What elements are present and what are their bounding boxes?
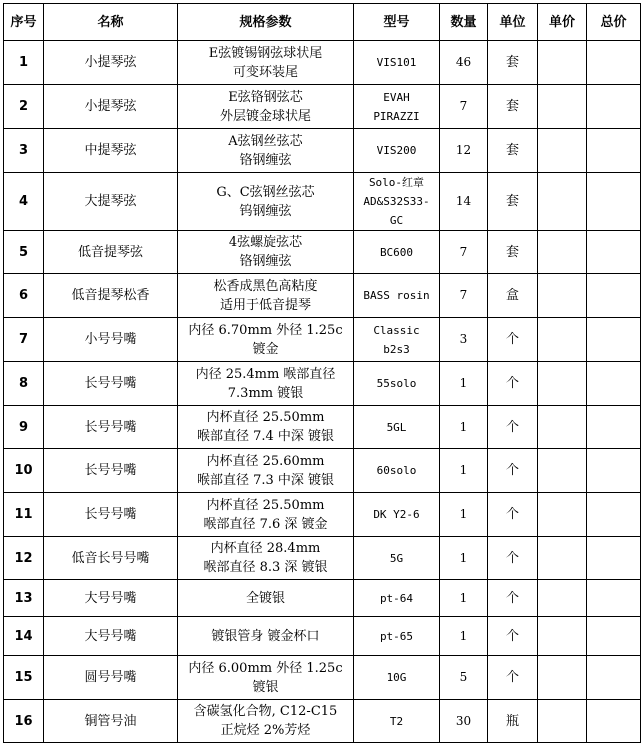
cell-unit: 个 [488,493,538,537]
cell-spec-line: 内径 6.70mm 外径 1.25c [188,322,343,338]
cell-spec-line: E弦铬钢弦芯 [228,89,303,105]
cell-unit-price [538,231,587,274]
cell-spec-line: 内杯直径 25.50mm [206,410,325,425]
cell-model [354,231,440,274]
cell-model [354,617,440,656]
cell-model-line: 10G [386,671,407,684]
cell-spec-line: 7.3mm 镀银 [227,385,304,401]
cell-unit-price [538,537,587,580]
cell-model-line: Classic [373,323,420,337]
cell-unit: 个 [488,318,538,362]
header-spec: 规格参数 [178,4,354,41]
cell-total [587,173,641,231]
cell-model-line: b2s3 [383,342,410,356]
cell-model [354,362,440,406]
cell-total [587,318,641,362]
cell-model-line: pt-65 [379,629,414,643]
cell-spec [178,85,354,129]
cell-index: 13 [4,580,44,617]
cell-total [587,129,641,173]
cell-unit: 个 [488,537,538,580]
cell-total [587,617,641,656]
table-row [4,406,641,449]
cell-qty: 7 [440,274,488,318]
cell-spec-line: 全镀银 [245,590,285,606]
header-model: 型号 [354,4,440,41]
table-row [4,580,641,617]
cell-spec [178,318,354,362]
cell-spec-line: 喉部直径 8.3 深 镀银 [203,560,328,575]
cell-qty: 1 [440,537,488,580]
cell-unit: 套 [488,173,538,231]
cell-index: 12 [4,537,44,580]
cell-qty: 14 [440,173,488,231]
cell-name: 长号号嘴 [44,362,178,406]
cell-model-line: EVAH [383,90,410,104]
cell-total [587,231,641,274]
cell-total [587,656,641,700]
cell-qty: 1 [440,493,488,537]
cell-name: 铜管号油 [44,700,178,743]
cell-model [354,173,440,231]
cell-spec-line: 内杯直径 25.50mm [206,497,325,513]
table-row [4,362,641,406]
cell-unit-price [538,274,587,318]
quotation-table [3,3,641,743]
cell-unit-price [538,318,587,362]
cell-name: 大提琴弦 [44,173,178,231]
cell-unit-price [538,580,587,617]
cell-model [354,493,440,537]
cell-model [354,580,440,617]
table-row [4,85,641,129]
cell-index: 14 [4,617,44,656]
cell-spec [178,173,354,231]
cell-spec [178,449,354,493]
cell-total [587,406,641,449]
cell-qty: 7 [440,85,488,129]
cell-index: 4 [4,173,44,231]
cell-spec-line: 喉部直径 7.4 中深 镀银 [196,429,335,444]
cell-total [587,362,641,406]
cell-total [587,580,641,617]
cell-unit: 瓶 [488,700,538,743]
cell-unit-price [538,493,587,537]
cell-total [587,85,641,129]
cell-unit-price [538,617,587,656]
cell-model-line: Solo-红章 [368,176,425,189]
cell-index: 11 [4,493,44,537]
cell-model [354,700,440,743]
cell-spec [178,493,354,537]
cell-model [354,656,440,700]
cell-spec-line: E弦镀锡钢弦球状尾 [208,45,323,61]
cell-qty: 12 [440,129,488,173]
cell-name: 大号号嘴 [44,580,178,617]
cell-spec-line: G、C弦钢丝弦芯 [216,184,315,200]
cell-model [354,274,440,318]
cell-unit: 个 [488,449,538,493]
document-page [3,3,641,743]
cell-unit-price [538,85,587,129]
cell-spec-line: 内径 25.4mm 喉部直径 [195,366,336,382]
cell-model [354,129,440,173]
cell-index: 8 [4,362,44,406]
cell-model [354,85,440,129]
cell-unit-price [538,700,587,743]
table-row [4,231,641,274]
cell-qty: 5 [440,656,488,700]
cell-unit-price [538,362,587,406]
table-row [4,700,641,743]
cell-model-line: 5G [389,551,404,565]
cell-spec-line: 铬钢缠弦 [239,254,292,269]
cell-model-line: 55solo [376,377,417,390]
cell-model-line: PIRAZZI [373,109,420,123]
cell-spec [178,700,354,743]
cell-model-line: BC600 [379,245,414,259]
cell-index: 2 [4,85,44,129]
table-row [4,318,641,362]
cell-name: 低音提琴弦 [44,231,178,274]
cell-qty: 3 [440,318,488,362]
cell-total [587,700,641,743]
cell-spec-line: 铬钢缠弦 [239,152,292,168]
cell-total [587,449,641,493]
cell-model-line: DK Y2-6 [373,508,420,521]
cell-unit-price [538,449,587,493]
cell-unit: 套 [488,231,538,274]
cell-model [354,318,440,362]
table-row [4,537,641,580]
cell-unit: 套 [488,41,538,85]
cell-total [587,537,641,580]
cell-index: 7 [4,318,44,362]
cell-name: 小号号嘴 [44,318,178,362]
cell-total [587,41,641,85]
cell-spec-line: 镀银 [252,679,279,695]
cell-name: 小提琴弦 [44,85,178,129]
cell-unit-price [538,41,587,85]
cell-unit: 个 [488,580,538,617]
cell-unit: 盒 [488,274,538,318]
cell-spec-line: 松香成黑色高粘度 [213,278,318,294]
cell-name: 低音提琴松香 [44,274,178,318]
cell-model-line: 5GL [386,420,407,434]
cell-name: 长号号嘴 [44,449,178,493]
cell-model-line: pt-64 [379,591,414,605]
table-row [4,493,641,537]
cell-index: 16 [4,700,44,743]
table-row [4,617,641,656]
cell-model [354,41,440,85]
cell-index: 10 [4,449,44,493]
cell-spec-line: 内杯直径 25.60mm [206,453,325,469]
cell-model [354,449,440,493]
cell-model-line: GC [389,214,404,227]
cell-qty: 1 [440,580,488,617]
cell-spec-line: 钨钢缠弦 [239,203,292,219]
cell-spec-line: 含碳氢化合物, C12-C15 [193,704,338,719]
cell-model-line: VIS200 [376,144,417,157]
cell-spec-line: 适用于低音提琴 [219,297,311,313]
cell-qty: 1 [440,449,488,493]
header-total: 总价 [587,4,641,41]
header-row [4,4,641,41]
cell-spec-line: A弦钢丝弦芯 [228,133,303,149]
header-index: 序号 [4,4,44,41]
cell-unit-price [538,173,587,231]
cell-model-line: VIS101 [376,56,417,69]
cell-spec-line: 内径 6.00mm 外径 1.25c [188,660,343,676]
cell-qty: 1 [440,617,488,656]
cell-model-line: T2 [389,714,404,728]
cell-unit: 个 [488,656,538,700]
cell-spec [178,231,354,274]
cell-spec [178,41,354,85]
cell-spec-line: 可变环装尾 [232,64,298,80]
cell-spec-line: 镀金 [252,341,279,357]
table-row [4,656,641,700]
cell-qty: 46 [440,41,488,85]
table-row [4,173,641,231]
cell-unit: 个 [488,362,538,406]
cell-name: 小提琴弦 [44,41,178,85]
cell-index: 9 [4,406,44,449]
cell-index: 6 [4,274,44,318]
cell-model-line: BASS rosin [363,289,430,302]
cell-model-line: AD&S32S33- [363,195,430,208]
cell-index: 3 [4,129,44,173]
cell-spec [178,617,354,656]
cell-total [587,274,641,318]
cell-model-line: 60solo [376,464,417,477]
cell-spec [178,406,354,449]
table-row [4,449,641,493]
cell-spec-line: 正烷烃 2%芳烃 [220,723,311,738]
cell-unit-price [538,406,587,449]
cell-unit-price [538,656,587,700]
cell-spec [178,537,354,580]
cell-qty: 7 [440,231,488,274]
header-unit: 单位 [488,4,538,41]
cell-qty: 1 [440,406,488,449]
header-name: 名称 [44,4,178,41]
cell-spec-line: 喉部直径 7.6 深 镀金 [203,516,328,532]
cell-name: 中提琴弦 [44,129,178,173]
cell-unit: 个 [488,617,538,656]
cell-spec [178,580,354,617]
cell-spec-line: 内杯直径 28.4mm [210,541,321,556]
header-qty: 数量 [440,4,488,41]
cell-index: 1 [4,41,44,85]
cell-spec-line: 外层镀金球状尾 [219,108,311,124]
cell-model [354,406,440,449]
header-unit-price: 单价 [538,4,587,41]
cell-spec [178,656,354,700]
cell-spec-line: 镀银管身 镀金杯口 [211,628,320,644]
table-row [4,274,641,318]
cell-total [587,493,641,537]
cell-model [354,537,440,580]
cell-unit: 个 [488,406,538,449]
cell-spec-line: 4弦螺旋弦芯 [228,235,303,250]
cell-spec [178,362,354,406]
table-row [4,129,641,173]
cell-spec [178,129,354,173]
cell-name: 圆号号嘴 [44,656,178,700]
cell-name: 长号号嘴 [44,406,178,449]
cell-qty: 1 [440,362,488,406]
cell-index: 5 [4,231,44,274]
cell-spec [178,274,354,318]
cell-unit: 套 [488,129,538,173]
cell-name: 长号号嘴 [44,493,178,537]
table-row [4,41,641,85]
cell-unit: 套 [488,85,538,129]
table-body [4,41,641,743]
cell-qty: 30 [440,700,488,743]
cell-name: 低音长号号嘴 [44,537,178,580]
cell-name: 大号号嘴 [44,617,178,656]
cell-unit-price [538,129,587,173]
cell-spec-line: 喉部直径 7.3 中深 镀银 [196,472,335,488]
cell-index: 15 [4,656,44,700]
